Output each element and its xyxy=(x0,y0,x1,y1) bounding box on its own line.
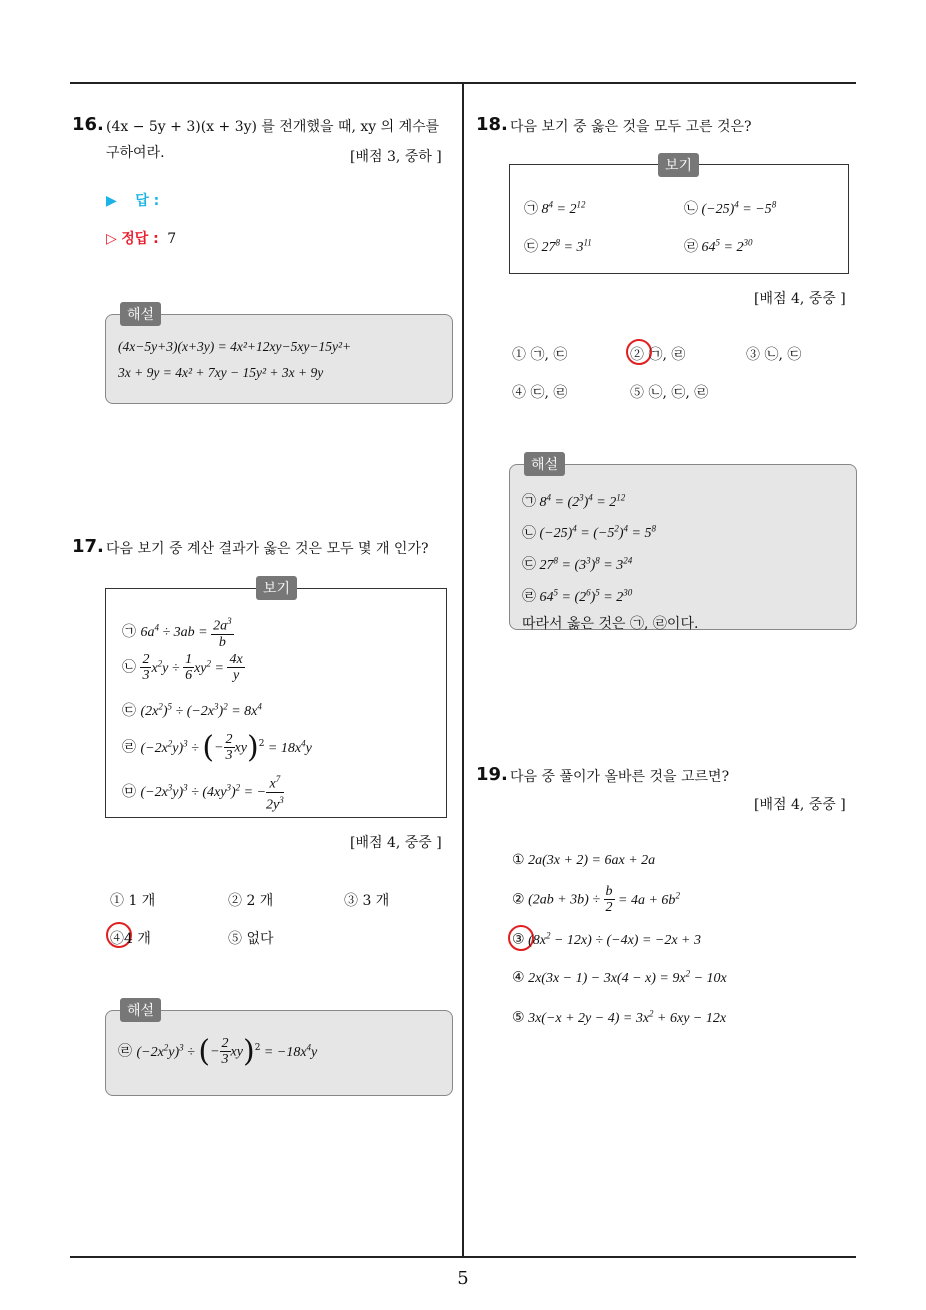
choice-2[interactable]: ② 2 개 xyxy=(228,893,274,909)
example-item-1: ㉠ $8^4 = 2^{12}$ xyxy=(524,199,586,217)
question-text-line: 구하여라. xyxy=(106,145,165,161)
question-16-meta: [배점 3, 중하 ] xyxy=(350,149,442,165)
solution-line: (4x−5y+3)(x+3y) = 4x²+12xy−5xy−15y²+ xyxy=(118,339,352,354)
example-item-3: ㉢ $27^8 = 3^{11}$ xyxy=(524,237,592,255)
solution-line: ㉣ $64^5 = (2^6)^5 = 2^{30}$ xyxy=(522,586,633,605)
example-item-3: ㉢ $(2x^2)^5 \div (-2x^3)^2 = 8x^4$ xyxy=(122,701,262,719)
solution-tag: 해설 xyxy=(120,998,161,1022)
question-19-text: 다음 중 풀이가 올바른 것을 고르면? xyxy=(510,769,730,785)
example-item-2: ㉡ $\frac{2}{3}$ $x^2y$ ÷ $\frac{1}{6}$ $xy^2$ = $\frac{4x}{y}$ xyxy=(122,652,243,683)
solution-conclusion: 따라서 옳은 것은 ㉠, ㉣이다. xyxy=(522,615,699,632)
solution-line: 3x + 9y = 4x² + 7xy − 15y² + 3x + 9y xyxy=(118,365,324,380)
choice-1[interactable]: ① 1 개 xyxy=(110,893,156,909)
solution-tag: 해설 xyxy=(120,302,161,326)
question-16 xyxy=(72,114,104,135)
question-17-text: 다음 보기 중 계산 결과가 옳은 것은 모두 몇 개 인가? xyxy=(106,541,429,557)
choice-3[interactable]: ③ 3 개 xyxy=(344,893,390,909)
question-18-text: 다음 보기 중 옳은 것을 모두 고른 것은? xyxy=(510,119,752,135)
choice-5[interactable]: ⑤ ㉡, ㉢, ㉣ xyxy=(630,385,709,401)
example-item-5: ㉤ $(-2x^3y)^3 \div (4xy^3)^2$ = − $\frac{x^7}{2y^3}$ xyxy=(122,774,284,813)
solution-line: ㉢ $27^8 = (3^3)^8 = 3^{24}$ xyxy=(522,555,633,573)
example-tag: 보기 xyxy=(658,153,699,177)
solution-line: ㉠ $8^4 = (2^3)^4 = 2^{12}$ xyxy=(522,492,626,510)
choice-1[interactable]: ① 2a(3x + 2) = 6ax + 2a xyxy=(512,852,656,868)
play-icon: ▶ xyxy=(106,193,117,209)
column-divider xyxy=(462,83,464,1256)
correct-answer-value: 7 xyxy=(167,231,177,247)
solution-tag: 해설 xyxy=(524,452,565,476)
outline-play-icon: ▷ xyxy=(106,231,117,247)
question-19-meta: [배점 4, 중중 ] xyxy=(754,797,846,813)
example-item-2: ㉡ $(-25)^4 = -5^8$ xyxy=(684,199,777,217)
choice-2[interactable]: ② (2ab + 3b) ÷ $\frac{b}{2}$ = $4a + 6b^2$ xyxy=(512,884,680,915)
question-text-line: (4x − 5y + 3)(x + 3y) 를 전개했을 때, xy 의 계수를 xyxy=(106,119,440,135)
solution-18-text xyxy=(522,484,698,637)
choice-4[interactable]: ④ ㉢, ㉣ xyxy=(512,385,568,401)
choice-5[interactable]: ⑤ 없다 xyxy=(228,931,274,947)
example-tag: 보기 xyxy=(256,576,297,600)
example-item-1: ㉠ $6a^4 \div 3ab$ = $\frac{2a^3}{b}$ xyxy=(122,616,232,650)
question-number: 16. xyxy=(72,114,104,135)
correct-answer-label: 정답 : xyxy=(121,231,159,247)
question-17 xyxy=(72,536,104,557)
example-item-4: ㉣ $64^5 = 2^{30}$ xyxy=(684,237,753,255)
question-number: 19. xyxy=(476,764,508,785)
question-17-meta: [배점 4, 중중 ] xyxy=(350,835,442,851)
choice-3[interactable]: ③ $(8x^2 - 12x) \div (-4x) = -2x + 3$ xyxy=(512,930,702,948)
solution-line: ㉡ $(-25)^4 = (-5^2)^4 = 5^8$ xyxy=(522,523,656,542)
choice-5[interactable]: ⑤ $3x(-x + 2y - 4) = 3x^2 + 6xy - 12x$ xyxy=(512,1008,727,1026)
question-18-meta: [배점 4, 중중 ] xyxy=(754,291,846,307)
question-18 xyxy=(476,114,508,135)
correct-answer-row xyxy=(106,228,176,248)
example-item-4: ㉣ $(-2x^2y)^3$ ÷ (− $\frac{2}{3}$ $xy)^2 = 18x^4y$ xyxy=(122,730,312,765)
choice-2[interactable]: ② ㉠, ㉣ xyxy=(630,347,686,363)
question-number: 17. xyxy=(72,536,104,557)
answer-row xyxy=(106,190,159,210)
solution-16-text xyxy=(118,334,351,386)
example-box-18 xyxy=(509,164,849,274)
solution-17-text: ㉣ $(-2x^2y)^3$ ÷ (− $\frac{2}{3}$ $xy)^2 = -18x^4y$ xyxy=(118,1034,318,1069)
question-number: 18. xyxy=(476,114,508,135)
choice-3[interactable]: ③ ㉡, ㉢ xyxy=(746,347,802,363)
page-number: 5 xyxy=(457,1268,469,1289)
answer-label: 답 : xyxy=(135,193,160,209)
bottom-rule xyxy=(70,1256,856,1258)
choice-4[interactable]: ④4 개 xyxy=(110,931,151,947)
choice-4[interactable]: ④ $2x(3x - 1) - 3x(4 - x) = 9x^2 - 10x$ xyxy=(512,968,727,986)
question-19 xyxy=(476,764,508,785)
choice-1[interactable]: ① ㉠, ㉢ xyxy=(512,347,568,363)
